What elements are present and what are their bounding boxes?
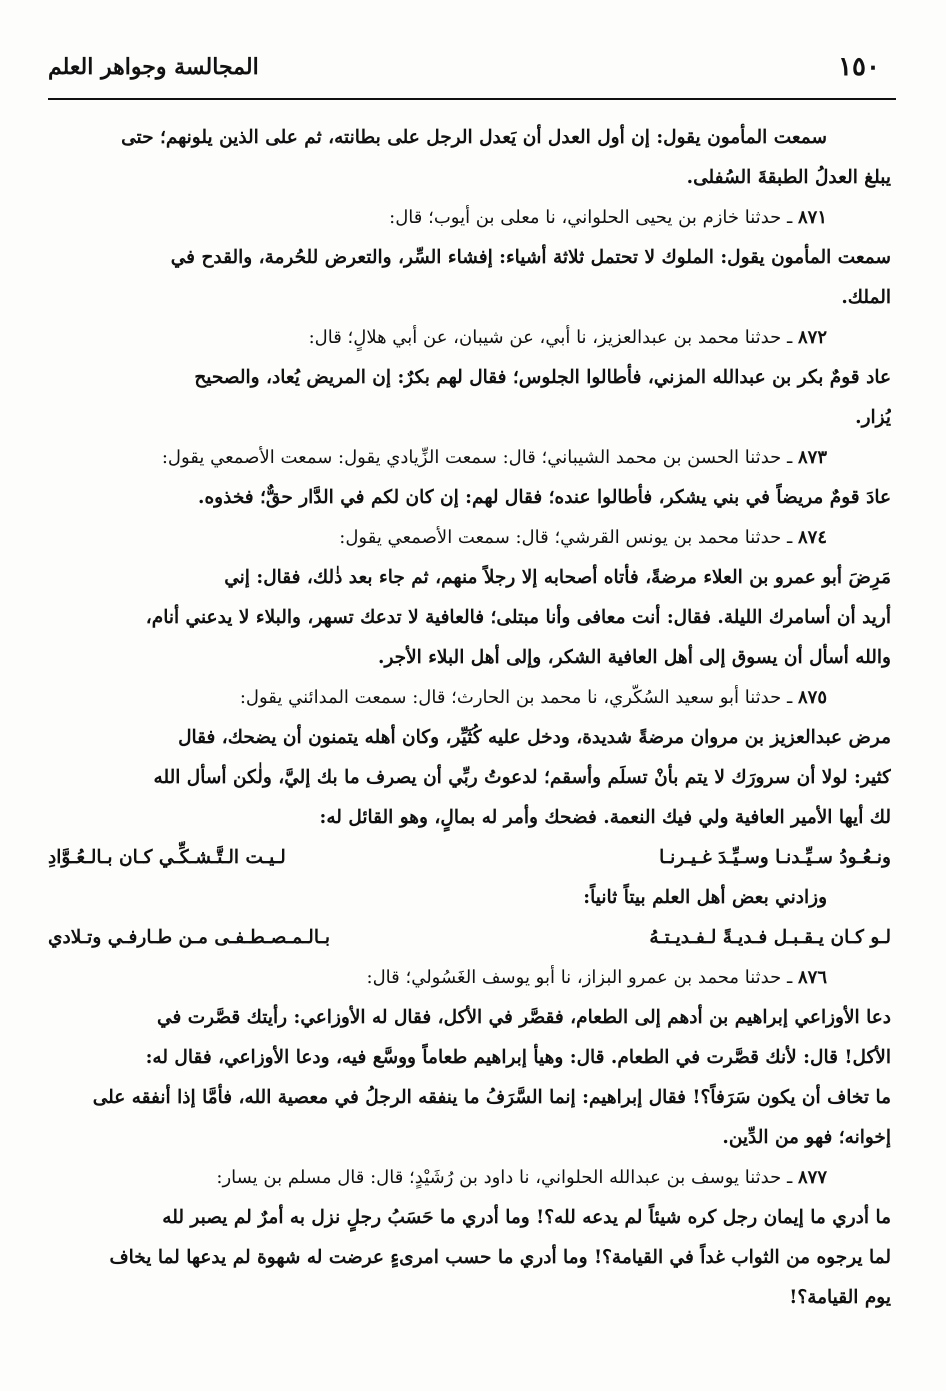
- text-line: لك أيها الأمير العافية ولي فيك النعمة. فضحك وأمر له بمالٍ، وهو القائل له:: [319, 807, 891, 828]
- verse-second-hemistich: لـيـت الـتَّـشـكِّـي كـان بـالـعُـوَّادِ: [48, 847, 286, 868]
- text-line: الأكل! قال: لأنك قصَّرت في الطعام. قال: وهيأ إبراهيم طعاماً ووسَّع فيه، ودعا الأوزاعي، فقال له:: [145, 1047, 891, 1068]
- text-line: مَرِضَ أبو عمرو بن العلاء مرضةً، فأتاه أصحابه إلا رجلاً منهم، ثم جاء بعد ذٰلك، فقال: إني: [224, 567, 891, 588]
- report-chain: [48, 958, 891, 998]
- running-title: المجالسة وجواهر العلم: [48, 54, 259, 80]
- header-rule: [48, 98, 896, 100]
- report-number: ٨٧٥: [797, 687, 827, 708]
- report-number: ٨٧٦: [797, 967, 827, 988]
- text-line: ما أدري ما إيمان رجل كره شيئاً لم يدعه لله؟! وما أدري ما حَسَبُ رجلٍ نزل به أمرٌ لم يصبر لله: [162, 1207, 891, 1228]
- chain-text: ـ حدثنا الحسن بن محمد الشيباني؛ قال: سمعت الزِّيادي يقول: سمعت الأصمعي يقول:: [161, 447, 798, 468]
- report-number: ٨٧٢: [797, 327, 827, 348]
- report-number: ٨٧٣: [797, 447, 827, 468]
- report-chain: [48, 678, 891, 718]
- text-line: الملك.: [841, 287, 891, 308]
- page-number: ١٥٠: [838, 52, 880, 82]
- text-line: يوم القيامة؟!: [789, 1287, 891, 1308]
- poetry-verse: [48, 918, 891, 958]
- verse-first-hemistich: ونـعُـودُ سـيِّـدنـا وسـيِّـدَ غـيـرنـا: [659, 847, 891, 868]
- text-line: كثير: لولا أن سرورَك لا يتم بأنْ تسلَم وأسقم؛ لدعوتُ ربِّي أن يصرف ما بك إليَّ، ولٰكن أسأل الله: [153, 767, 891, 788]
- page-body: [48, 118, 891, 1318]
- chain-text: ـ حدثنا يوسف بن عبدالله الحلواني، نا داود بن رُشَيْدٍ؛ قال: قال مسلم بن يسار:: [216, 1167, 798, 1188]
- text-line: لما يرجوه من الثواب غداً في القيامة؟! وما أدري ما حسب امرىءٍ عرضت له شهوة لم يدعها لما يخاف: [109, 1247, 891, 1268]
- report-chain: [48, 318, 891, 358]
- report-number: ٨٧٤: [797, 527, 827, 548]
- report-number: ٨٧١: [797, 207, 827, 228]
- report-chain: [48, 518, 891, 558]
- chain-text: ـ حدثنا محمد بن يونس القرشي؛ قال: سمعت الأصمعي يقول:: [339, 527, 798, 548]
- chain-text: ـ حدثنا محمد بن عمرو البزاز، نا أبو يوسف الغَسُولي؛ قال:: [366, 967, 798, 988]
- text-line: سمعت المأمون يقول: إن أول العدل أن يَعدل الرجل على بطانته، ثم على الذين يلونهم؛ حتى: [121, 127, 827, 148]
- text-line: مرض عبدالعزيز بن مروان مرضةً شديدة، ودخل عليه كُثَيِّر، وكان أهله يتمنون أن يضحك، فقال: [178, 727, 891, 748]
- poetry-verse: [48, 838, 891, 878]
- report-chain: [48, 198, 891, 238]
- text-line: والله أسأل أن يسوق إلى أهل العافية الشكر، وإلى أهل البلاء الأجر.: [378, 647, 891, 668]
- text-line: عاد قومٌ بكر بن عبدالله المزني، فأطالوا الجلوس؛ فقال لهم بكرٌ: إن المريض يُعاد، والصحيح: [194, 367, 891, 388]
- text-line: دعا الأوزاعي إبراهيم بن أدهم إلى الطعام، فقصَّر في الأكل، فقال له الأوزاعي: رأيتك قصَّرت في: [157, 1007, 891, 1028]
- report-number: ٨٧٧: [797, 1167, 827, 1188]
- report-chain: [48, 1158, 891, 1198]
- text-line: عادَ قومٌ مريضاً في بني يشكر، فأطالوا عنده؛ فقال لهم: إن كان لكم في الدَّار حقٌّ؛ فخذوه.: [198, 487, 891, 508]
- text-line: وزادني بعض أهل العلم بيتاً ثانياً:: [583, 887, 827, 908]
- report-chain: [48, 438, 891, 478]
- text-line: يُزار.: [855, 407, 891, 428]
- text-line: سمعت المأمون يقول: الملوك لا تحتمل ثلاثة أشياء: إفشاء السِّر، والتعرض للحُرمة، والقدح في: [170, 247, 891, 268]
- page-header: [48, 50, 890, 94]
- chain-text: ـ حدثنا محمد بن عبدالعزيز، نا أبي، عن شيبان، عن أبي هلالٍ؛ قال:: [308, 327, 798, 348]
- verse-second-hemistich: بـالـمـصـطـفـى مـن طـارفـي وتـلادي: [48, 927, 331, 948]
- text-line: إخوانه؛ فهو من الدِّين.: [722, 1127, 891, 1148]
- chain-text: ـ حدثنا أبو سعيد السُكّري، نا محمد بن الحارث؛ قال: سمعت المدائني يقول:: [239, 687, 798, 708]
- chain-text: ـ حدثنا خازم بن يحيى الحلواني، نا معلى بن أيوب؛ قال:: [389, 207, 798, 228]
- verse-first-hemistich: لـو كـان يـقـبـل فـديـةً لـفـديـتـهُ: [649, 927, 891, 948]
- text-line: أريد أن أسامرك الليلة. فقال: أنت معافى وأنا مبتلى؛ فالعافية لا تدعك تسهر، والبلاء لا يدعني أنام،: [145, 607, 891, 628]
- text-line: يبلغ العدلُ الطبقةَ السُفلى.: [686, 167, 891, 188]
- text-line: ما تخاف أن يكون سَرَفاً؟! فقال إبراهيم: إنما السَّرَفُ ما ينفقه الرجلُ في معصية الله، فأمَّا إذا أنفقه على: [92, 1087, 891, 1108]
